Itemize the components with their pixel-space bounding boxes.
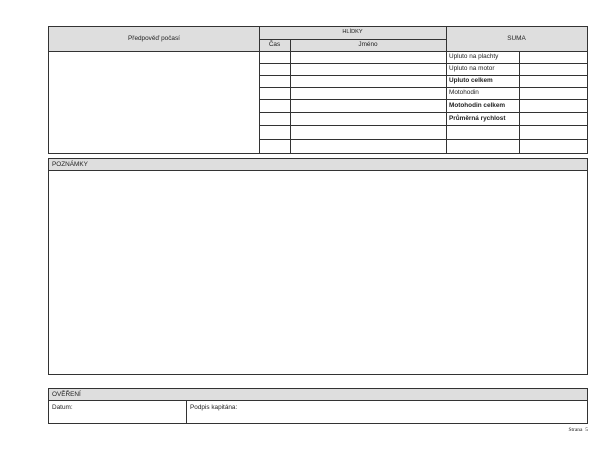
summary-label-motor: Upluto na motor	[449, 65, 495, 72]
verification-divider	[186, 401, 187, 423]
summary-label-total: Upluto celkem	[449, 77, 493, 84]
row-line	[259, 139, 587, 140]
verification-header-divider	[49, 400, 587, 401]
watches-time-divider	[290, 39, 291, 153]
summary-label-avg-speed: Průměrná rychlost	[449, 115, 506, 122]
summary-label-engine-hours-total: Motohodin celkem	[449, 102, 506, 109]
page-number	[568, 427, 588, 433]
page-number-value: 5	[585, 427, 588, 433]
notes-header-divider	[49, 170, 587, 171]
summary-value-avg-speed[interactable]	[520, 113, 586, 125]
signature-label: Podpis kapitána:	[190, 404, 238, 411]
header-divider	[49, 51, 587, 52]
summary-header: SUMA	[507, 35, 526, 42]
weather-header: Předpověď počasí	[128, 35, 180, 42]
page-label: Strana	[568, 427, 583, 433]
summary-value-engine-hours-total[interactable]	[520, 100, 586, 112]
summary-label-engine-hours: Motohodin	[449, 89, 479, 96]
watches-divider	[446, 27, 447, 153]
date-field[interactable]	[79, 402, 184, 422]
logbook-table	[48, 26, 588, 154]
notes-header-band	[49, 159, 587, 170]
notes-field[interactable]	[50, 172, 586, 374]
verification-header: OVĚŘENÍ	[52, 391, 81, 398]
summary-value-motor[interactable]	[520, 64, 586, 75]
weather-field[interactable]	[50, 53, 258, 152]
watches-time-header: Čas	[268, 41, 281, 48]
watches-name-header: Jméno	[358, 41, 378, 48]
verification-section	[48, 388, 588, 424]
watches-header: HLÍDKY	[342, 29, 363, 35]
watches-subheader-line	[259, 39, 446, 40]
date-label: Datum:	[52, 404, 73, 411]
notes-section	[48, 158, 588, 375]
summary-value-sail[interactable]	[520, 52, 586, 63]
summary-value-total[interactable]	[520, 76, 586, 87]
summary-label-sail: Upluto na plachty	[449, 53, 499, 60]
row-line	[259, 125, 587, 126]
verification-header-band	[49, 389, 587, 400]
notes-header: POZNÁMKY	[52, 161, 88, 168]
signature-field[interactable]	[249, 402, 585, 422]
summary-value-engine-hours[interactable]	[520, 88, 586, 99]
